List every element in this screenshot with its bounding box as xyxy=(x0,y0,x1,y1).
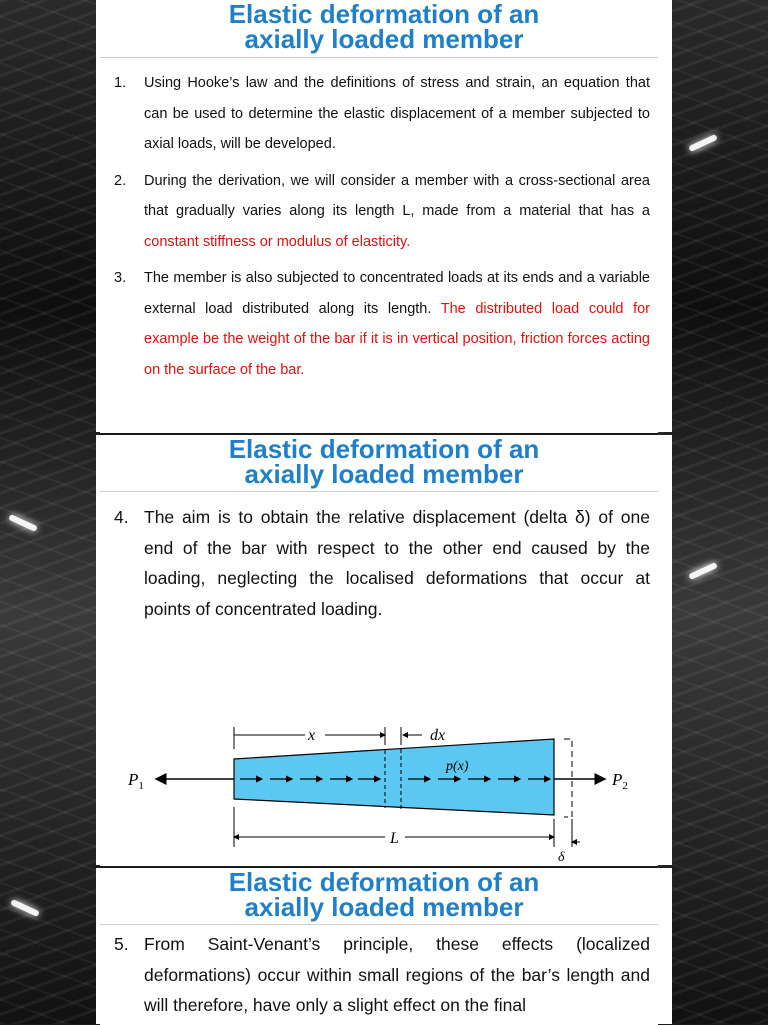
delta-label: δ xyxy=(558,850,565,865)
title-line-1: Elastic deformation of an xyxy=(228,0,540,29)
title-line-2: axially loaded member xyxy=(244,892,524,922)
tapered-bar-diagram xyxy=(100,697,660,867)
numbered-list xyxy=(100,492,658,624)
background-left-panel xyxy=(0,0,100,1024)
slide-2 xyxy=(96,435,672,865)
item-number: 4. xyxy=(114,507,129,527)
numbered-list xyxy=(100,58,658,385)
deformed-end-outline xyxy=(564,739,572,817)
x-label: x xyxy=(308,727,316,744)
list-item xyxy=(100,68,658,160)
title-line-2: axially loaded member xyxy=(244,459,524,489)
slide-title xyxy=(96,0,672,52)
ceiling-light xyxy=(10,899,40,917)
highlighted-text: constant stiffness or modulus of elasticity. xyxy=(144,233,411,250)
slide-content xyxy=(100,924,658,1025)
item-text: From Saint-Venant’s principle, these effects (localized deformations) occur within small regions of the bar’s length and will therefore, have only a slight effect on the final xyxy=(144,934,650,1015)
slide-content xyxy=(100,491,658,866)
numbered-list xyxy=(100,925,658,1021)
list-item xyxy=(100,166,658,258)
item-number: 3. xyxy=(114,270,127,286)
item-text: Using Hooke’s law and the definitions of stress and strain, an equation that can be used to determine the elastic displacement of a member subjected to axial loads, will be developed. xyxy=(144,75,650,152)
item-text: During the derivation, we will consider a member with a cross-sectional area that gradually varies along its length L, made from a material that has a xyxy=(144,172,650,219)
item-text: The member is also subjected to concentrated loads at its ends and a variable external load distributed along its length. xyxy=(144,270,650,317)
item-text: The aim is to obtain the relative displacement (delta δ) of one end of the bar with respect to the other end caused by the loading, neglecting the localised deformations that occur at points of concentrated loading. xyxy=(144,507,650,619)
title-line-1: Elastic deformation of an xyxy=(228,867,540,897)
slide-content xyxy=(100,57,658,433)
tapered-bar xyxy=(234,739,554,815)
dx-label: dx xyxy=(430,727,446,744)
title-line-2: axially loaded member xyxy=(244,24,524,54)
item-number: 2. xyxy=(114,172,127,189)
highlighted-text: The distributed load could for example be the weight of the bar if it is in vertical position, friction forces acting on the surface of the bar. xyxy=(144,300,651,378)
ceiling-light xyxy=(688,134,718,152)
list-item xyxy=(100,263,658,385)
slide-title xyxy=(96,868,672,920)
load-p2-label: $P_2$ xyxy=(612,770,628,792)
background-right-panel xyxy=(658,0,768,1024)
distributed-load-label: p(x) xyxy=(446,759,469,774)
title-line-1: Elastic deformation of an xyxy=(228,434,540,464)
slide-title xyxy=(96,435,672,487)
ceiling-light xyxy=(8,514,38,532)
ceiling-light xyxy=(688,562,718,580)
item-number: 1. xyxy=(114,75,127,91)
list-item xyxy=(100,502,658,624)
slide-3 xyxy=(96,868,672,1024)
load-p1-label: $P_1$ xyxy=(128,770,144,792)
slide-1 xyxy=(96,0,672,432)
length-label: L xyxy=(390,830,399,847)
list-item xyxy=(100,929,658,1021)
item-number: 5. xyxy=(114,934,129,954)
